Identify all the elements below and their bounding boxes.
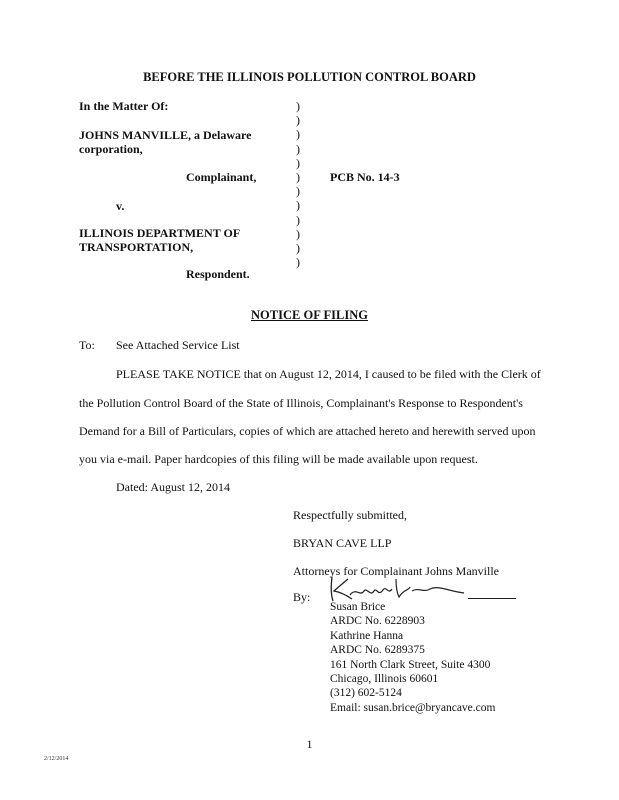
paragraph-line: you via e-mail. Paper hardcopies of this filing will be made available upon request. [79,452,478,466]
firm-name: BRYAN CAVE LLP [293,536,392,550]
in-the-matter-label: In the Matter Of: [79,99,169,113]
caption-paren: ) [296,255,300,270]
caption-paren: ) [296,198,300,213]
caption-paren: ) [296,212,300,227]
caption-paren: ) [296,113,300,128]
caption-paren: ) [296,99,300,113]
caption-paren: ) [296,141,300,156]
caption-paren: ) [296,170,300,185]
attorney-name: Kathrine Hanna [330,629,404,642]
caption-paren: ) [296,155,300,170]
by-label: By: [293,590,311,604]
board-title: BEFORE THE ILLINOIS POLLUTION CONTROL BOARD [143,70,476,84]
dated-line: Dated: August 12, 2014 [116,480,230,494]
notice-title: NOTICE OF FILING [251,308,368,322]
respondent-role: Respondent. [186,267,250,281]
caption-parentheses [296,99,300,269]
versus-label: v. [116,199,125,213]
page-number: 1 [306,737,313,751]
respectfully-submitted: Respectfully submitted, [293,508,407,522]
street-address: 161 North Clark Street, Suite 4300 [330,658,491,671]
caption-paren: ) [296,226,300,241]
caption-paren: ) [296,127,300,142]
complainant-role: Complainant, [186,170,257,184]
ardc-number: ARDC No. 6228903 [330,615,425,628]
complainant-name-line1: JOHNS MANVILLE, a Delaware [79,128,252,142]
document-id: 2/12/2014 [44,756,69,762]
paragraph-line: PLEASE TAKE NOTICE that on August 12, 2014, I caused to be filed with the Clerk of [116,367,541,381]
paragraph-line: Demand for a Bill of Particulars, copies of which are attached hereto and herewith served upon [79,424,536,438]
complainant-name-line2: corporation, [79,142,143,156]
case-number: PCB No. 14-3 [330,170,400,184]
paragraph-line: the Pollution Control Board of the State of Illinois, Complainant's Response to Respondent's [79,396,523,410]
ardc-number: ARDC No. 6289375 [330,644,425,657]
caption-paren: ) [296,184,300,199]
to-label: To: [79,338,95,352]
email-address: Email: susan.brice@bryancave.com [330,701,496,714]
caption-paren: ) [296,241,300,256]
signature-line [468,598,516,599]
phone-number: (312) 602-5124 [330,687,402,700]
attorneys-for: Attorneys for Complainant Johns Manville [293,564,499,578]
to-value: See Attached Service List [116,338,240,352]
city-state-zip: Chicago, Illinois 60601 [330,673,439,686]
signature-details [330,600,495,715]
attorney-name: Susan Brice [330,601,386,613]
respondent-name-line1: ILLINOIS DEPARTMENT OF [79,226,241,240]
respondent-name-line2: TRANSPORTATION, [79,240,194,254]
